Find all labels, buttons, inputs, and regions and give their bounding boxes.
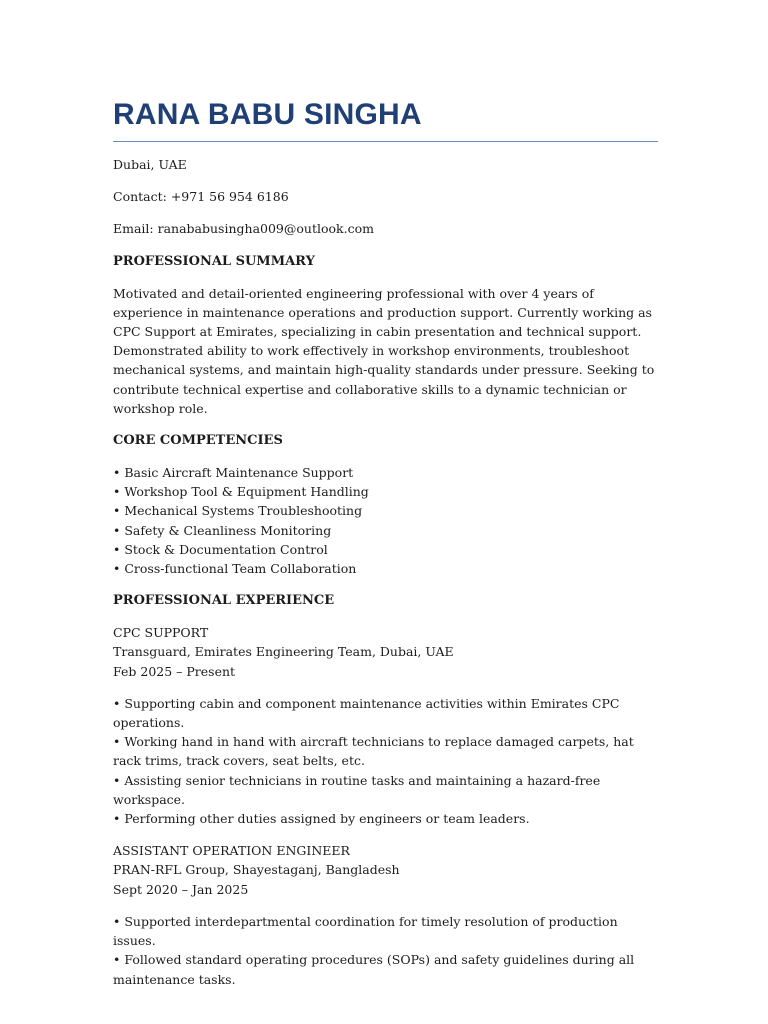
experience-heading: PROFESSIONAL EXPERIENCE	[113, 593, 335, 609]
list-item: • Mechanical Systems Troubleshooting	[113, 503, 363, 519]
job-duties-list	[113, 912, 658, 989]
summary-heading: PROFESSIONAL SUMMARY	[113, 253, 315, 269]
job-company: PRAN-RFL Group, Shayestaganj, Bangladesh	[113, 862, 400, 878]
job-entry	[113, 623, 658, 681]
list-item: • Basic Aircraft Maintenance Support	[113, 465, 354, 481]
job-title: CPC SUPPORT	[113, 625, 209, 641]
job-dates: Sept 2020 – Jan 2025	[113, 881, 249, 897]
list-item: • Followed standard operating procedures (SOPs) and safety guidelines during all maintenance tasks.	[113, 952, 635, 987]
job-title: ASSISTANT OPERATION ENGINEER	[113, 843, 350, 859]
resume-page	[113, 96, 658, 989]
list-item: • Safety & Cleanliness Monitoring	[113, 522, 332, 538]
summary-text: Motivated and detail-oriented engineering professional with over 4 years of experience in maintenance operations and production support. Currently working as CPC Support at Emirates, specializing in cabin presentation and technical support. Demonstrated ability to work effectively in workshop environments, troubleshoot mechanical systems, and maintain high-quality standards under pressure. Seeking to contribute technical expertise and collaborative skills to a dynamic technician or workshop role.	[113, 285, 655, 416]
email-text: Email: ranababusingha009@outlook.com	[113, 221, 374, 237]
list-item: • Stock & Documentation Control	[113, 541, 328, 557]
list-item: • Working hand in hand with aircraft technicians to replace damaged carpets, hat rack trims, track covers, seat belts, etc.	[113, 734, 634, 769]
competencies-list	[113, 463, 658, 578]
phone-text: Contact: +971 56 954 6186	[113, 189, 289, 205]
list-item: • Workshop Tool & Equipment Handling	[113, 484, 369, 500]
list-item: • Assisting senior technicians in routine tasks and maintaining a hazard-free workspace.	[113, 772, 601, 807]
location-text: Dubai, UAE	[113, 157, 187, 172]
job-company: Transguard, Emirates Engineering Team, Dubai, UAE	[113, 644, 454, 660]
list-item: • Supporting cabin and component maintenance activities within Emirates CPC operations.	[113, 695, 620, 731]
list-item: • Cross-functional Team Collaboration	[113, 561, 357, 577]
list-item: • Supported interdepartmental coordination for timely resolution of production issues.	[113, 913, 618, 949]
list-item: • Performing other duties assigned by engineers or team leaders.	[113, 811, 530, 827]
job-dates: Feb 2025 – Present	[113, 663, 236, 679]
job-duties-list	[113, 694, 658, 828]
job-entry	[113, 841, 658, 899]
candidate-name: RANA BABU SINGHA	[113, 96, 658, 142]
competencies-heading: CORE COMPETENCIES	[113, 433, 283, 449]
contact-block	[113, 155, 658, 239]
